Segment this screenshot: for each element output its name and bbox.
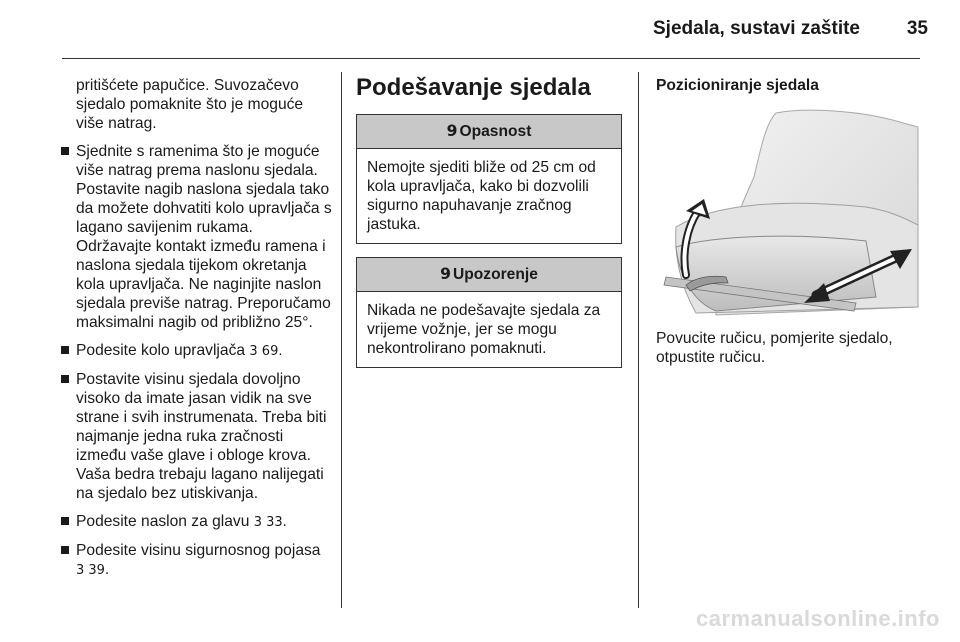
bullet-square-icon — [61, 375, 69, 383]
list-item — [60, 142, 332, 332]
list-item-text: Podesite naslon za glavu — [76, 513, 250, 530]
subsection-title: Pozicioniranje sjedala — [656, 77, 819, 94]
figure-caption: Povucite ručicu, pomjerite sjedalo, otpustite ručicu. — [656, 330, 893, 366]
page-reference-link[interactable]: 3 33. — [253, 515, 287, 530]
continuation-text: pritišćete papučice. Suvozačevo sjedalo pomaknite što je moguće više natrag. — [76, 77, 304, 132]
list-item-text: Podesite visinu sigurnosnog pojasa — [76, 542, 321, 559]
bullet-square-icon — [61, 147, 69, 155]
seat-adjustment-illustration — [656, 107, 920, 317]
list-item — [60, 541, 332, 580]
bullet-square-icon — [61, 346, 69, 354]
header-rule — [62, 58, 920, 59]
bullet-square-icon — [61, 546, 69, 554]
warning-box — [356, 257, 622, 368]
warning-heading: Upozorenje — [452, 266, 538, 283]
warning-box-header — [357, 258, 621, 292]
page-reference-link[interactable]: 3 39. — [76, 563, 110, 578]
bullet-square-icon — [61, 517, 69, 525]
danger-box-header — [357, 115, 621, 149]
column-2 — [356, 74, 622, 381]
list-item — [60, 341, 332, 361]
list-item-text: Sjednite s ramenima što je moguće više natrag prema naslonu sjedala. Postavite nagib naslona sjedala tako da možete dohvatiti kolo upravljača s lagano savijenim rukama. Održavajte kontakt između ramena i naslona sjedala tijekom okretanja kola upravljača. Ne naginjite naslon sjedala previše natrag. Preporučamo maksimalni nagib od približno 25°. — [76, 143, 332, 331]
section-title: Podešavanje sjedala — [356, 74, 591, 101]
list-item-text: Postavite visinu sjedala dovoljno visoko da imate jasan vidik na sve strane i svih instrumenata. Treba biti najmanje jedna ruka zračnosti između vaše glave i obloge krova. Vaša bedra trebaju lagano nalijegati na sjedalo bez utiskivanja. — [76, 371, 327, 502]
page-reference-link[interactable]: 3 69. — [249, 344, 283, 359]
danger-heading: Opasnost — [459, 123, 532, 140]
list-item — [60, 370, 332, 503]
danger-box-body: Nemojte sjediti bliže od 25 cm od kola upravljača, kako bi dozvolili sigurno napuhavanje zračnog jastuka. — [367, 159, 596, 233]
column-1 — [60, 76, 332, 589]
list-item-text: Podesite kolo upravljača — [76, 342, 246, 359]
warning-triangle-icon: 9 — [446, 122, 458, 140]
danger-box — [356, 114, 622, 244]
page-number: 35 — [906, 18, 928, 39]
column-3 — [656, 76, 920, 367]
watermark: carmanualsonline.info — [696, 606, 940, 631]
column-divider-2 — [638, 72, 639, 608]
warning-triangle-icon: 9 — [440, 265, 451, 283]
column-divider-1 — [341, 72, 342, 608]
list-item — [60, 512, 332, 532]
warning-box-body: Nikada ne podešavajte sjedala za vrijeme vožnje, jer se mogu nekontrolirano pomaknuti. — [367, 302, 601, 357]
running-header-title: Sjedala, sustavi zaštite — [653, 18, 860, 39]
